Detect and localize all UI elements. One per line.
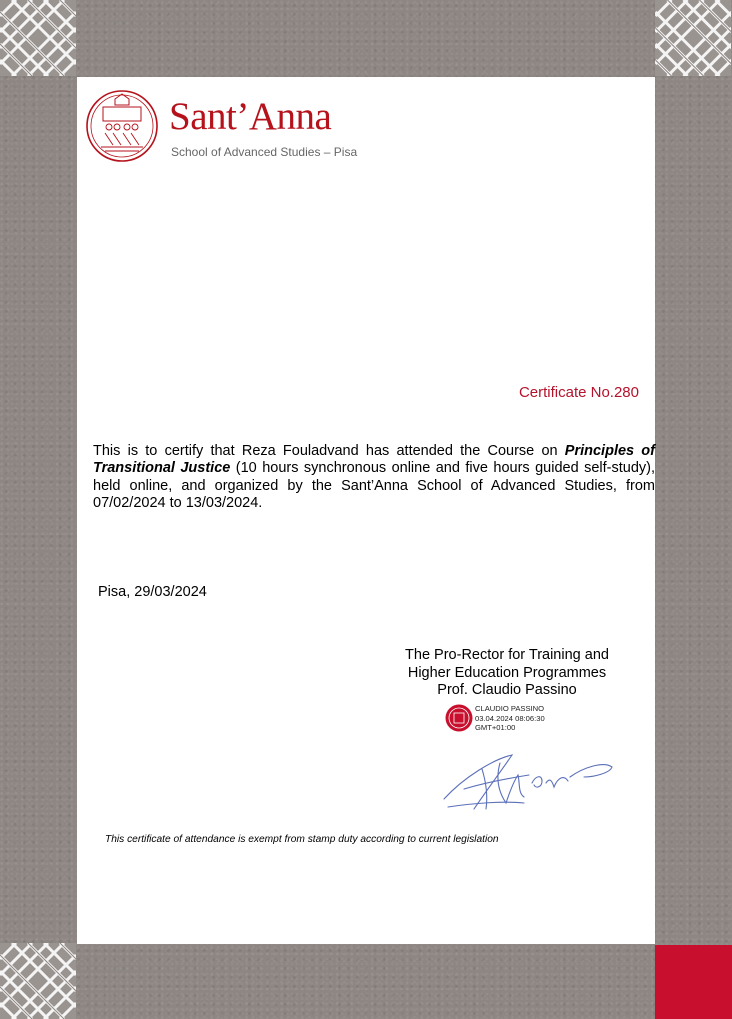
stamp-duty-note: This certificate of attendance is exempt from stamp duty according to current legislation xyxy=(105,834,499,845)
digital-signature-timezone: GMT+01:00 xyxy=(475,723,516,733)
digital-signature-text xyxy=(475,704,545,733)
seal-icon xyxy=(85,89,159,163)
certificate-body xyxy=(93,443,655,513)
red-corner-block xyxy=(655,945,732,1019)
school-name: Sant’Anna xyxy=(169,95,332,138)
body-intro: This is to certify that Reza Fouladvand has attended the Course on xyxy=(93,443,565,459)
certificate-number: Certificate No.280 xyxy=(518,384,639,401)
digital-signer-name: CLAUDIO PASSINO xyxy=(475,704,545,713)
school-logo xyxy=(85,89,358,165)
place-and-date: Pisa, 29/03/2024 xyxy=(98,584,207,600)
certificate-paper xyxy=(77,77,655,944)
digital-seal-icon xyxy=(445,704,473,732)
signatory-name: Prof. Claudio Passino xyxy=(437,682,577,698)
signatory-title-line2: Higher Education Programmes xyxy=(407,664,607,681)
celtic-knot-ornament xyxy=(0,943,76,1019)
celtic-knot-ornament xyxy=(0,0,76,76)
school-subtitle: School of Advanced Studies – Pisa xyxy=(171,145,358,159)
signatory-block xyxy=(387,647,627,700)
celtic-knot-ornament xyxy=(655,0,731,76)
body-details: (10 hours synchronous online and five hours guided self-study), held online, and organized by the Sant’Anna School of Advanced Studies, from 07/02/2024 to 13/03/2024. xyxy=(93,460,655,512)
handwritten-signature xyxy=(434,747,619,817)
digital-signature-timestamp: 03.04.2024 08:06:30 xyxy=(475,713,545,723)
course-title: Principles of Transitional Justice xyxy=(93,443,655,477)
digital-signature xyxy=(445,702,575,738)
signatory-title-line1: The Pro-Rector for Training and xyxy=(405,647,609,663)
